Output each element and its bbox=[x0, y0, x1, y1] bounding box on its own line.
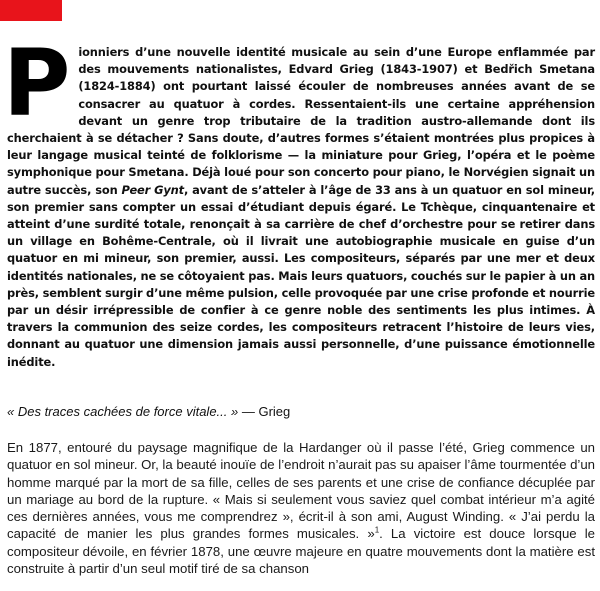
body-text-part-1: En 1877, entouré du paysage magnifique de la Hardanger où il passe l’été, Grieg commence un quatuor en sol mineur. Or, la beauté inouïe de l’endroit n’aurait pas su apaiser l’âme tourmentée d’un homme marqué par la mort de sa fille, celles de ses parents et une crise de confiance décuplée par un mariage au bord de la rupture. « Mais si seulement vous saviez quel combat intérieur m’a agité ces dernières années, vous me comprendrez », écrit-il à son ami, August Winding. « J’ai perdu la capacité de manier les plus grandes formes musicales. » bbox=[7, 440, 595, 542]
work-title: Peer Gynt bbox=[121, 182, 184, 197]
red-accent-tab bbox=[0, 0, 62, 21]
intro-text-part-1: ionniers d’une nouvelle identité musicale au sein d’une Europe enflammée par des mouvements nationalistes, Edvard Grieg (1843-1907) et Bedřich Smetana (1824-1884) ont pourtant laissé écouler de nombreuses années avant de se consacrer au quatuor à cordes. Ressentaient-ils une certaine appréhension devant un genre trop tributaire de la tradition austro-allemande dont ils cherchaient à se détacher ? Sans doute, d’autres formes s’étaient montrées plus propices à leur langage musical teinté de folklorisme — la miniature pour Grieg, l’opéra et le poème symphonique pour Smetana. Déjà loué pour son concerto pour piano, le Norvégien signait un autre succès, son bbox=[7, 45, 595, 197]
body-paragraph bbox=[7, 439, 595, 577]
drop-cap: P bbox=[3, 30, 71, 137]
body-text-part-2: . La victoire est douce lorsque le compositeur dévoile, en février 1878, une œuvre majeure en quatre mouvements dont la matière est construite à partir d’un seul motif tiré de sa chanson bbox=[7, 526, 595, 577]
section-quote: « Des traces cachées de force vitale... » bbox=[7, 404, 239, 419]
section-attribution: — Grieg bbox=[238, 404, 291, 419]
intro-text bbox=[7, 44, 595, 371]
intro-text-part-2: , avant de s’atteler à l’âge de 33 ans à un quatuor en sol mineur, son premier sans compter un essai d’étudiant depuis égaré. Le Tchèque, cinquantenaire et atteint d’une surdité totale, renonçait à sa carrière de chef d’orchestre pour se retirer dans un village en Bohême-Centrale, où il livrait une autobiographie musicale en guise d’un quatuor en mi mineur, son premier, aussi. Les compositeurs, séparés par une mer et deux identités nationales, ne se côtoyaient pas. Mais leurs quatuors, couchés sur le papier à un an près, semblent surgir d’une même pulsion, celle provoquée par une crise profonde et nourrie par un désir irrépressible de confier à ce genre noble des sentiments les plus intimes. À travers la communion des seize cordes, les compositeurs retracent l’histoire de leurs vies, donnant au quatuor une dimension jamais aussi personnelle, d’une puissance émotionnelle inédite. bbox=[7, 182, 595, 369]
footnote-marker: 1 bbox=[374, 526, 380, 536]
intro-paragraph bbox=[3, 30, 595, 371]
section-heading bbox=[7, 403, 290, 420]
